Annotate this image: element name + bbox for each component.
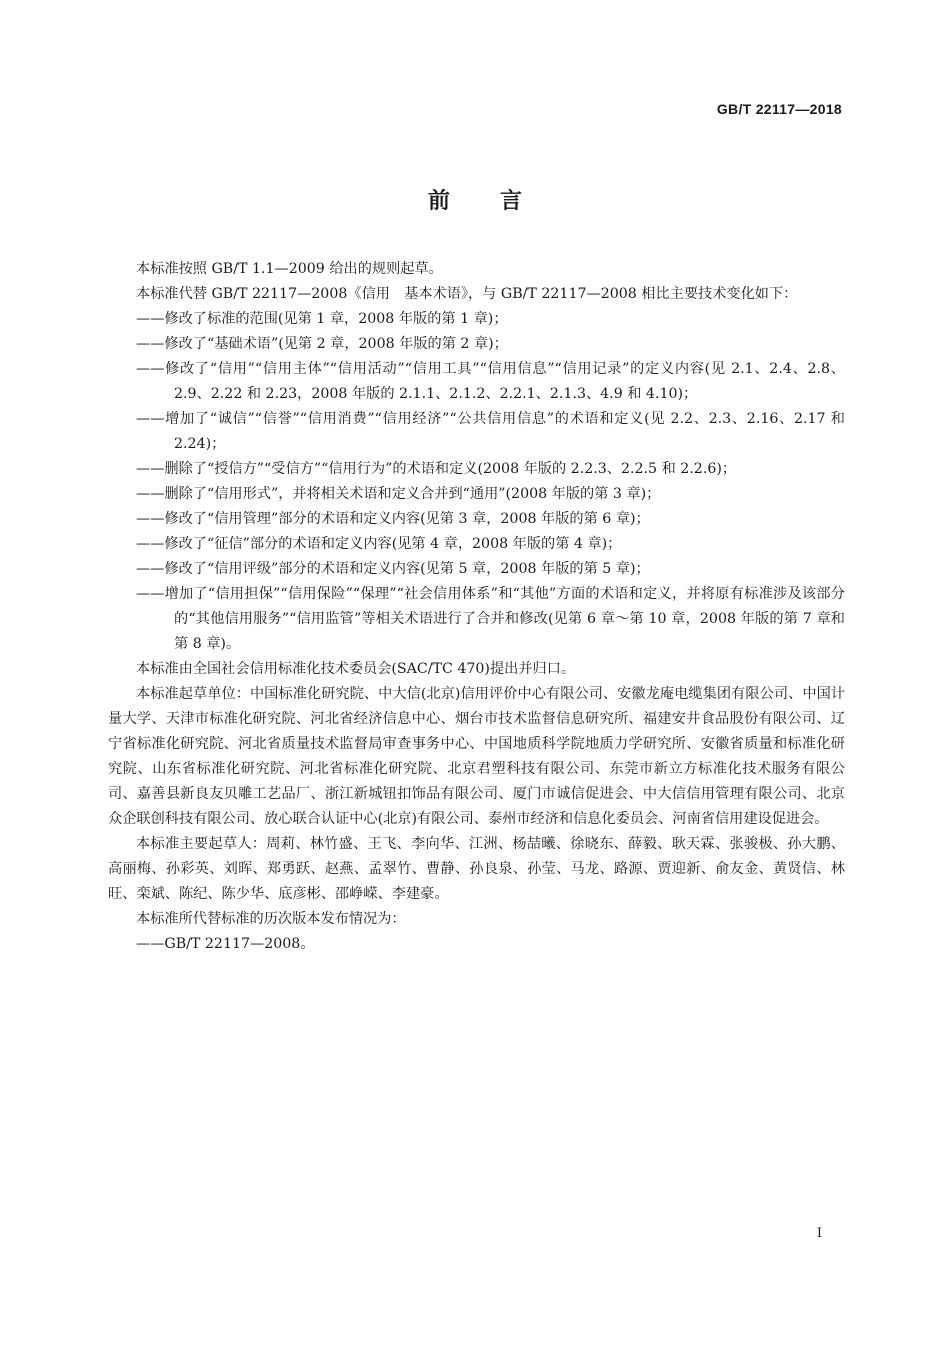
title-char-2: 言 [500,189,523,214]
change-item: ——修改了“征信”部分的术语和定义内容(见第 4 章，2008 年版的第 4 章)； [136,536,622,552]
change-item: ——增加了“信用担保”“信用保险”“保理”“社会信用体系”和“其他”方面的术语和定义，并将原有标准涉及该部分的“其他信用服务”“信用监管”等相关术语进行了合并和修改(见第 6 章～第 10 章，2008 年版的第 7 章和第 8 章)。 [136,586,845,652]
committee-paragraph: 本标准由全国社会信用标准化技术委员会(SAC/TC 470)提出并归口。 [136,661,576,677]
history-item: ——GB/T 22117—2008。 [136,936,315,952]
change-item: ——修改了“信用管理”部分的术语和定义内容(见第 3 章，2008 年版的第 6 章)； [136,511,650,527]
change-item: ——修改了“信用评级”部分的术语和定义内容(见第 5 章，2008 年版的第 5 章)； [136,561,650,577]
page-number: I [816,1226,822,1241]
foreword-body [108,257,845,957]
drafters-paragraph: 本标准主要起草人：周莉、林竹盛、王飞、李向华、江洲、杨喆曦、徐晓东、薛毅、耿天霖、张骏极、孙大鹏、高丽梅、孙彩英、刘晖、郑勇跃、赵燕、孟翠竹、曹静、孙良泉、孙莹、马龙、路源、贾迎新、俞友金、黄贤信、林旺、栾斌、陈纪、陈少华、底彦彬、邵峥嵘、李建豪。 [108,836,845,902]
change-item: ——删除了“信用形式”，并将相关术语和定义合并到“通用”(2008 年版的第 3 章)； [136,486,661,502]
history-intro-paragraph: 本标准所代替标准的历次版本发布情况为： [136,911,406,927]
standard-code: GB/T 22117—2018 [716,101,842,117]
page-title [0,184,950,215]
change-item: ——修改了“基础术语”(见第 2 章，2008 年版的第 2 章)； [136,336,508,352]
change-item: ——修改了标准的范围(见第 1 章，2008 年版的第 1 章)； [136,311,508,327]
replacement-paragraph: 本标准代替 GB/T 22117—2008《信用 基本术语》，与 GB/T 22117—2008 相比主要技术变化如下： [136,286,798,302]
change-item: ——增加了“诚信”“信誉”“信用消费”“信用经济”“公共信用信息”的术语和定义(见 2.2、2.3、2.16、2.17 和 2.24)； [136,411,845,452]
drafting-units-paragraph: 本标准起草单位：中国标准化研究院、中大信(北京)信用评价中心有限公司、安徽龙庵电缆集团有限公司、中国计量大学、天津市标准化研究院、河北省经济信息中心、烟台市技术监督信息研究所、福建安井食品股份有限公司、辽宁省标准化研究院、河北省质量技术监督局审查事务中心、中国地质科学院地质力学研究所、安徽省质量和标准化研究院、山东省标准化研究院、河北省标准化研究院、北京君塑科技有限公司、东莞市新立方标准化技术服务有限公司、嘉善县新良友贝雕工艺品厂、浙江新城钮扣饰品有限公司、厦门市诚信促进会、中大信信用管理有限公司、北京众企联创科技有限公司、放心联合认证中心(北京)有限公司、泰州市经济和信息化委员会、河南省信用建设促进会。 [108,686,845,827]
change-item: ——删除了“授信方”“受信方”“信用行为”的术语和定义(2008 年版的 2.2.3、2.2.5 和 2.2.6)； [136,461,737,477]
title-char-1: 前 [427,189,450,214]
change-item: ——修改了“信用”“信用主体”“信用活动”“信用工具”“信用信息”“信用记录”的定义内容(见 2.1、2.4、2.8、2.9、2.22 和 2.23，2008 年版的 2.1.1、2.1.2、2.2.1、2.1.3、4.9 和 4.10)； [136,361,845,402]
drafting-rules-paragraph: 本标准按照 GB/T 1.1—2009 给出的规则起草。 [136,261,443,277]
